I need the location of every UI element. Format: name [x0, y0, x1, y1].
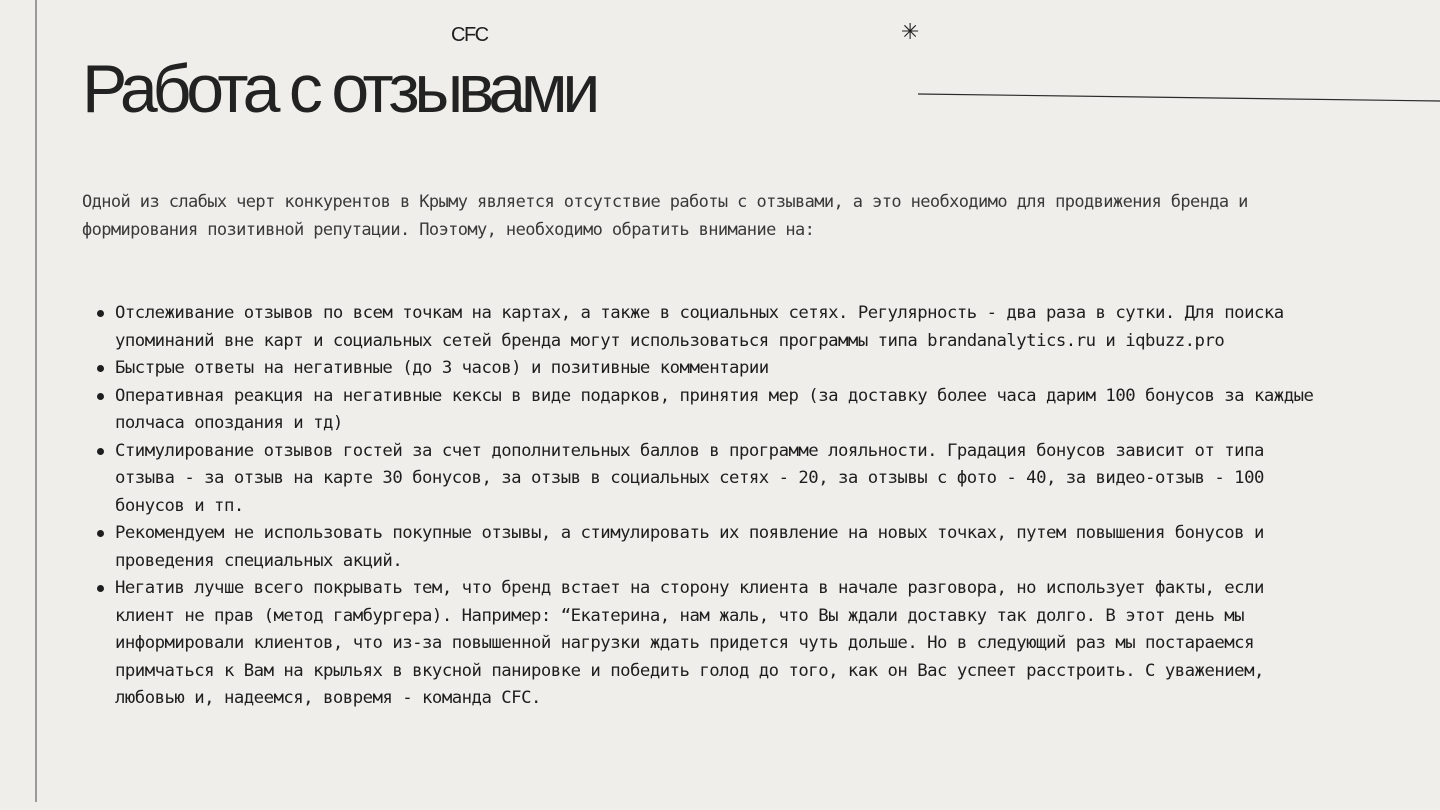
list-item	[95, 438, 1325, 521]
brand-logo: CFC	[451, 24, 488, 46]
list-item	[95, 575, 1325, 713]
bullet-dot-icon	[97, 585, 104, 592]
bullet-list	[95, 300, 1325, 713]
bullet-dot-icon	[97, 448, 104, 455]
list-item-text: Оперативная реакция на негативные кексы в виде подарков, принятия мер (за доставку более часа дарим 100 бонусов за каждые полчаса опоздания и тд)	[115, 385, 1314, 433]
intro-paragraph: Одной из слабых черт конкурентов в Крыму является отсутствие работы с отзывами, а это необходимо для продвижения бренда и формирования позитивной репутации. Поэтому, необходимо обратить внимание на:	[82, 192, 1248, 240]
bullet-dot-icon	[97, 365, 104, 372]
list-item-text: Стимулирование отзывов гостей за счет дополнительных баллов в программе лояльности. Градация бонусов зависит от типа отзыва - за отзыв на карте 30 бонусов, за отзыв в социальных сетях - 20, за отзывы с фото - 40, за видео-отзыв - 100 бонусов и тп.	[115, 440, 1264, 516]
bullet-dot-icon	[97, 310, 104, 317]
bullet-dot-icon	[97, 393, 104, 400]
list-item-text: Рекомендуем не использовать покупные отзывы, а стимулировать их появление на новых точках, путем повышения бонусов и проведения специальных акций.	[115, 523, 1264, 571]
left-vertical-rule	[35, 0, 37, 802]
decorative-line	[918, 84, 1440, 104]
bullet-dot-icon	[97, 530, 104, 537]
list-item-text: Отслеживание отзывов по всем точкам на картах, а также в социальных сетях. Регулярность - два раза в сутки. Для поиска упоминаний вне карт и социальных сетей бренда могут использоваться программы типа brandanalytics.ru и iqbuzz.pro	[115, 303, 1284, 351]
list-item	[95, 355, 1325, 383]
list-item	[95, 300, 1325, 355]
asterisk-icon: ✳	[901, 20, 920, 45]
list-item	[95, 520, 1325, 575]
list-item-text: Негатив лучше всего покрывать тем, что бренд встает на сторону клиента в начале разговора, но использует факты, если клиент не прав (метод гамбургера). Например: “Екатерина, нам жаль, что Вы ждали доставку так долго. В этот день мы информировали клиентов, что из-за повышенной нагрузки ждать придется чуть дольше. Но в следующий раз мы постараемся примчаться к Вам на крыльях в вкусной панировке и победить голод до того, как он Вас успеет расстроить. С уважением, любовью и, надеемся, вовремя - команда CFC.	[115, 578, 1264, 708]
list-item-text: Быстрые ответы на негативные (до 3 часов) и позитивные комментарии	[115, 358, 769, 378]
page-title: Работа с отзывами	[82, 51, 596, 127]
list-item	[95, 383, 1325, 438]
